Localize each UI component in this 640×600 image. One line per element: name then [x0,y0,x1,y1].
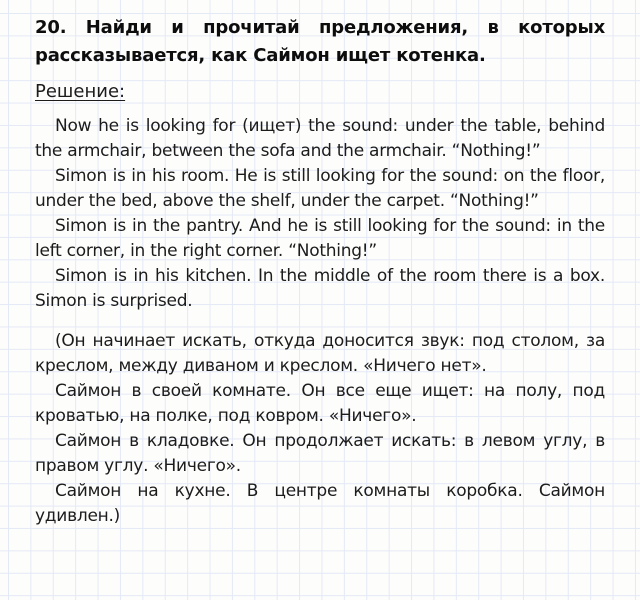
russian-paragraph: Саймон на кухне. В центре комнаты коробка. Саймон удивлен.) [35,481,605,526]
english-paragraph: Simon is in his room. He is still looking for the sound: on the floor, under the bed, above the shelf, under the carpet. “Nothing!” [35,166,605,211]
task-title: 20. Найди и прочитай предложения, в которых рассказывается, как Саймон ищет котенка. [35,17,605,66]
english-paragraph: Now he is looking for (ищет) the sound: under the table, behind the armchair, between the sofa and the armchair. “Nothing!” [35,116,605,161]
russian-paragraph: (Он начинает искать, откуда доносится звук: под столом, за креслом, между диваном и креслом. «Ничего нет». [35,331,605,376]
english-solution-text [35,114,605,314]
english-paragraph: Simon is in the pantry. And he is still looking for the sound: in the left corner, in the right corner. “Nothing!” [35,216,605,261]
solution-label: Решение: [35,81,126,102]
english-paragraph: Simon is in his kitchen. In the middle of the room there is a box. Simon is surprised. [35,266,605,311]
russian-translation-text [35,329,605,529]
russian-paragraph: Саймон в кладовке. Он продолжает искать: в левом углу, в правом углу. «Ничего». [35,431,605,476]
russian-paragraph: Саймон в своей комнате. Он все еще ищет: на полу, под кроватью, на полке, под ковром. «Ничего». [35,381,605,426]
